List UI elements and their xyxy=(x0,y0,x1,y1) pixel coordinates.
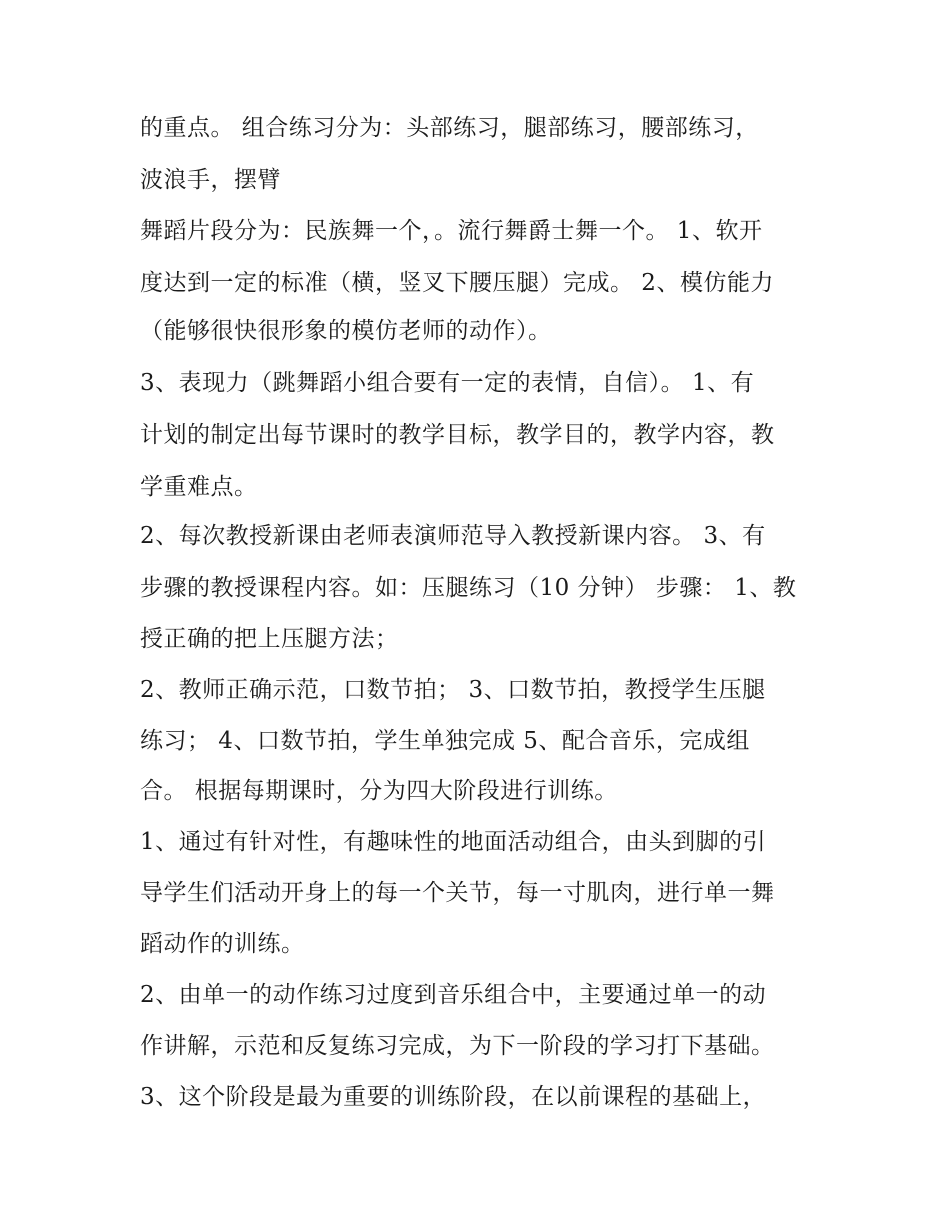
text-line-8: 学重难点。 xyxy=(140,474,258,500)
text-line-12: 2、教师正确示范，口数节拍； 3、口数节拍，教授学生压腿 xyxy=(140,677,766,703)
text-line-1: 的重点。 组合练习分为：头部练习，腿部练习，腰部练习， xyxy=(140,115,759,141)
text-line-18: 2、由单一的动作练习过度到音乐组合中，主要通过单一的动 xyxy=(140,982,767,1008)
text-line-7: 计划的制定出每节课时的教学目标，教学目的，教学内容，教 xyxy=(140,422,775,448)
text-line-2: 波浪手，摆臂 xyxy=(140,167,281,193)
text-line-11: 授正确的把上压腿方法； xyxy=(140,626,399,652)
text-line-13: 练习； 4、口数节拍，学生单独完成 5、配合音乐，完成组 xyxy=(140,728,750,754)
text-line-15: 1、通过有针对性，有趣味性的地面活动组合，由头到脚的引 xyxy=(140,829,767,855)
text-line-9: 2、每次教授新课由老师表演师范导入教授新课内容。 3、有 xyxy=(140,523,766,549)
text-line-17: 蹈动作的训练。 xyxy=(140,931,305,957)
text-line-16: 导学生们活动开身上的每一个关节，每一寸肌肉，进行单一舞 xyxy=(140,880,775,906)
text-line-5: （能够很快很形象的模仿老师的动作）。 xyxy=(140,318,552,344)
text-line-10: 步骤的教授课程内容。如：压腿练习（10 分钟） 步骤： 1、教 xyxy=(140,575,797,601)
text-line-3: 舞蹈片段分为：民族舞一个，。流行舞爵士舞一个。 1、软开 xyxy=(140,218,763,244)
text-line-14: 合。 根据每期课时，分为四大阶段进行训练。 xyxy=(140,778,618,804)
text-line-20: 3、这个阶段是最为重要的训练阶段，在以前课程的基础上， xyxy=(140,1084,767,1110)
text-line-4: 度达到一定的标准（横，竖叉下腰压腿）完成。 2、模仿能力 xyxy=(140,270,774,296)
text-line-6: 3、表现力（跳舞蹈小组合要有一定的表情，自信）。 1、有 xyxy=(140,370,755,396)
text-line-19: 作讲解，示范和反复练习完成，为下一阶段的学习打下基础。 xyxy=(140,1033,775,1059)
